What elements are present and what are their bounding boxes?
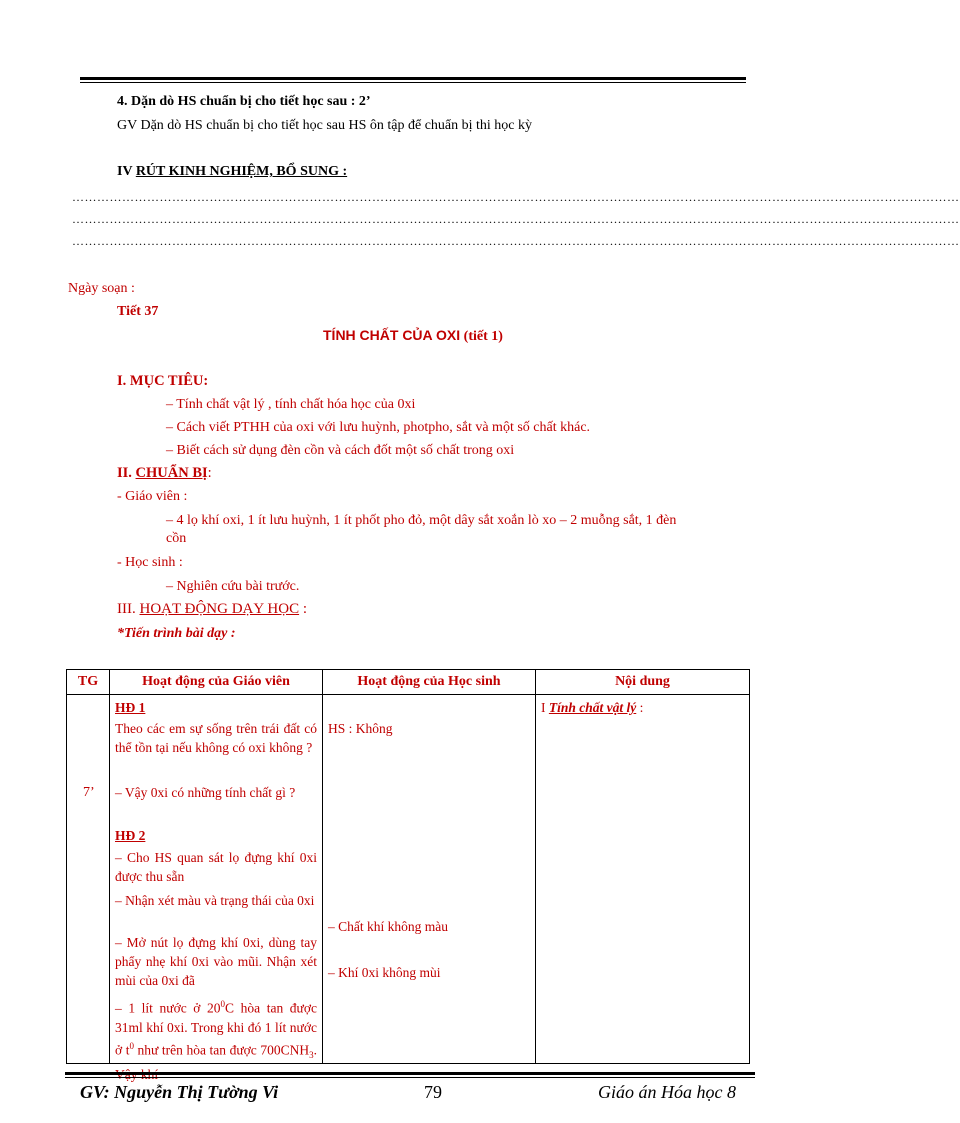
activity-4-text: . [313, 1042, 317, 1057]
activity-4-text: như trên hòa tan được 700CNH [133, 1042, 310, 1057]
table-header-row [67, 670, 750, 695]
notes-line-1[interactable]: …………………………………………………………………………………………………………………………………………………………………………………………… [72, 190, 960, 204]
activity-4-text: C hòa tan được 31ml khí 0xi. Trong khi đó 1 lít nước ở t [115, 1000, 318, 1057]
giao-vien-item-cont: cồn [166, 531, 187, 546]
time-value: 7’ [83, 785, 95, 800]
hoat-dong-number: III. [117, 601, 140, 617]
chuan-bi-heading [117, 465, 212, 482]
hd1-label: HĐ 1 [115, 700, 146, 715]
cell-student [323, 695, 536, 1064]
chuan-bi-number: II. [117, 465, 136, 481]
teacher-question-2: – Vậy 0xi có những tính chất gì ? [115, 785, 296, 800]
hoc-sinh-item: – Nghiên cứu bài trước. [166, 579, 300, 594]
section-iv-title: RÚT KINH NGHIỆM, BỔ SUNG : [135, 164, 348, 179]
footer-author: GV: Nguyễn Thị Tường Vi [80, 1082, 279, 1102]
teacher-activity-1: – Cho HS quan sát lọ đựng khí 0xi được thu sẵn [115, 850, 317, 884]
page-number: 79 [424, 1082, 442, 1102]
cell-teacher [110, 695, 323, 1064]
content-heading [541, 698, 744, 717]
lesson-title-sub: (tiết 1) [460, 329, 503, 344]
header-teacher: Hoạt động của Giáo viên [110, 670, 323, 695]
objective-item: – Tính chất vật lý , tính chất hóa học của 0xi [166, 397, 416, 412]
muc-tieu-title: MỤC TIÊU: [129, 373, 209, 389]
hoat-dong-colon: : [299, 601, 308, 617]
chuan-bi-title: CHUẨN BỊ [135, 465, 208, 481]
activity-4-text: – 1 lít nước ở 20 [115, 1000, 221, 1016]
student-response-1: HS : Không [328, 721, 393, 736]
content-colon: : [636, 700, 644, 715]
lesson-plan-table [66, 669, 750, 1064]
degree-sup: 0 [220, 999, 226, 1009]
ngay-soan-label: Ngày soạn : [68, 281, 135, 296]
header-tg: TG [67, 670, 110, 695]
hoat-dong-title: HOẠT ĐỘNG DẠY HỌC [139, 601, 300, 617]
student-response-2: – Chất khí không màu [328, 919, 448, 934]
muc-tieu-number: I. [117, 373, 130, 389]
lesson-title-main: TÍNH CHẤT CỦA OXI [323, 327, 461, 343]
tien-trinh-heading: *Tiến trình bài dạy : [117, 626, 236, 641]
giao-vien-label: - Giáo viên : [117, 489, 188, 504]
notes-line-2[interactable]: …………………………………………………………………………………………………………………………………………………………………………………………… [72, 212, 960, 226]
lesson-number: Tiết 37 [117, 304, 159, 319]
section-4-heading: 4. Dặn dò HS chuẩn bị cho tiết học sau : 2’ [117, 94, 371, 109]
teacher-activity-4 [115, 995, 317, 1084]
section-iv-heading [117, 164, 347, 180]
hoc-sinh-label: - Học sinh : [117, 555, 183, 570]
footer-subject: Giáo án Hóa học 8 [598, 1082, 736, 1102]
footer-rule-thin [65, 1077, 755, 1078]
muc-tieu-heading [117, 373, 208, 390]
hoat-dong-heading [117, 601, 307, 618]
section-iv-number: IV [117, 164, 136, 179]
cell-tg [67, 695, 110, 1064]
temperature-sup: 0 [129, 1040, 134, 1051]
footer-rule [65, 1072, 755, 1075]
hd2-label: HĐ 2 [115, 828, 146, 843]
header-rule-thin [80, 82, 746, 83]
objective-item: – Cách viết PTHH của oxi với lưu huỳnh, photpho, sắt và một số chất khác. [166, 420, 591, 435]
chuan-bi-colon: : [207, 465, 212, 481]
lesson-title [323, 327, 503, 345]
teacher-instruction: GV Dặn dò HS chuẩn bị cho tiết học sau HS ôn tập để chuẩn bị thi học kỳ [117, 118, 533, 133]
header-student: Hoạt động của Học sinh [323, 670, 536, 695]
teacher-activity-3: – Mở nút lọ đựng khí 0xi, dùng tay phẩy nhẹ khí 0xi vào mũi. Nhận xét mùi của 0xi đã [115, 935, 317, 988]
nh3-sub: 3 [309, 1049, 314, 1060]
objective-item: – Biết cách sử dụng đèn cồn và cách đốt một số chất trong oxi [166, 443, 515, 458]
cell-content [536, 695, 750, 1064]
teacher-activity-2: – Nhận xét màu và trạng thái của 0xi [115, 893, 315, 908]
content-number: I [541, 700, 549, 715]
table-row [67, 695, 750, 1064]
giao-vien-item: – 4 lọ khí oxi, 1 ít lưu huỳnh, 1 ít phốt pho đỏ, một dây sắt xoắn lò xo – 2 muỗng sắt, 1 đèn [166, 513, 677, 528]
header-rule [80, 77, 746, 80]
content-title: Tính chất vật lý [548, 700, 637, 715]
header-content: Nội dung [536, 670, 750, 695]
notes-line-3[interactable]: …………………………………………………………………………………………………………………………………………………………………………………………… [72, 234, 960, 248]
teacher-question-1: Theo các em sự sống trên trái đất có thể tồn tại nếu không có oxi không ? [115, 721, 317, 755]
student-response-3: – Khí 0xi không mùi [328, 965, 441, 980]
